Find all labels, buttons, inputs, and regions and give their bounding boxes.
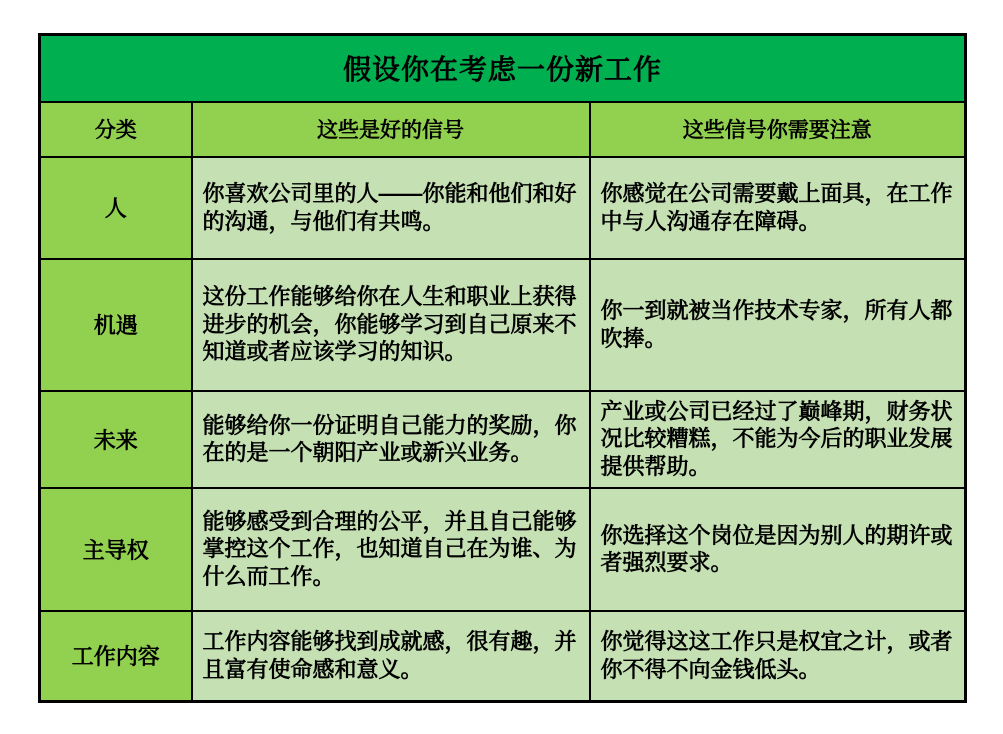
table-row	[40, 391, 966, 488]
table-row	[40, 259, 966, 391]
category-cell: 主导权	[40, 488, 192, 611]
table-body	[40, 157, 966, 702]
table-row	[40, 157, 966, 259]
good-signal-cell: 你喜欢公司里的人——你能和他们和好的沟通，与他们有共鸣。	[192, 157, 590, 259]
good-signal-cell: 工作内容能够找到成就感，很有趣，并且富有使命感和意义。	[192, 611, 590, 702]
good-signal-cell: 能够给你一份证明自己能力的奖励，你在的是一个朝阳产业或新兴业务。	[192, 391, 590, 488]
table-title-row	[40, 35, 966, 102]
warning-signal-cell: 你一到就被当作技术专家，所有人都吹捧。	[590, 259, 966, 391]
table-row	[40, 611, 966, 702]
column-header-warning-signals: 这些信号你需要注意	[590, 102, 966, 157]
warning-signal-cell: 产业或公司已经过了巅峰期，财务状况比较糟糕，不能为今后的职业发展提供帮助。	[590, 391, 966, 488]
warning-signal-cell: 你觉得这这工作只是权宜之计，或者你不得不向金钱低头。	[590, 611, 966, 702]
category-cell: 人	[40, 157, 192, 259]
category-cell: 工作内容	[40, 611, 192, 702]
column-header-good-signals: 这些是好的信号	[192, 102, 590, 157]
table-row	[40, 488, 966, 611]
column-header-category: 分类	[40, 102, 192, 157]
warning-signal-cell: 你感觉在公司需要戴上面具，在工作中与人沟通存在障碍。	[590, 157, 966, 259]
good-signal-cell: 能够感受到合理的公平，并且自己能够掌控这个工作，也知道自己在为谁、为什么而工作。	[192, 488, 590, 611]
column-header-row	[40, 102, 966, 157]
warning-signal-cell: 你选择这个岗位是因为别人的期许或者强烈要求。	[590, 488, 966, 611]
good-signal-cell: 这份工作能够给你在人生和职业上获得进步的机会，你能够学习到自己原来不知道或者应该学习的知识。	[192, 259, 590, 391]
job-signals-table	[38, 33, 967, 703]
category-cell: 机遇	[40, 259, 192, 391]
category-cell: 未来	[40, 391, 192, 488]
table-title: 假设你在考虑一份新工作	[40, 35, 966, 102]
